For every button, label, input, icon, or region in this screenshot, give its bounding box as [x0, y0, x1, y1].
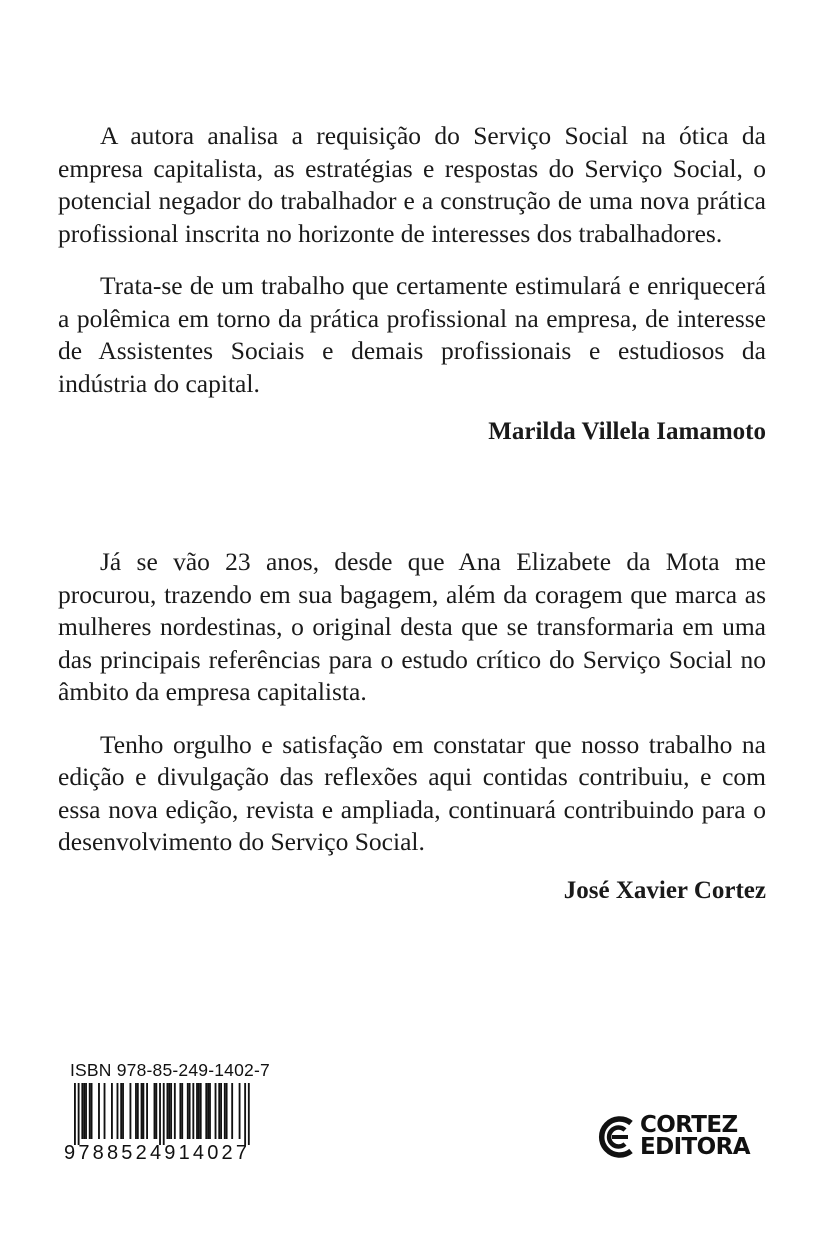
- barcode-bar: [224, 1083, 226, 1139]
- barcode-bar: [135, 1083, 137, 1139]
- barcode-bar: [159, 1083, 161, 1145]
- isbn-digits: 9788524914027: [64, 1142, 251, 1164]
- review-paragraph-2: Trata-se de um trabalho que certamente estimulará e enriquecerá a polêmica em torno da prática profissional na empresa, de interesse de Assistentes Sociais e demais profissionais e estudiosos da indústria do capital.: [58, 271, 766, 398]
- barcode-bar: [220, 1083, 222, 1139]
- barcode-icon: [62, 1083, 258, 1147]
- barcode-bar: [239, 1083, 241, 1139]
- barcode-bar: [155, 1083, 157, 1139]
- barcode-bar: [91, 1083, 93, 1139]
- barcode-bar: [198, 1083, 200, 1139]
- barcode-bar: [146, 1083, 148, 1139]
- review-paragraph-1: A autora analisa a requisição do Serviço Social na ótica da empresa capitalista, as estratégias e respostas do Serviço Social, o potencial negador do trabalhador e a construção de uma nova prática profissional inscrita no horizonte de interesses dos trabalhadores.: [58, 121, 766, 248]
- barcode-bar: [98, 1083, 100, 1139]
- barcode-bar: [196, 1083, 198, 1139]
- barcode-bar: [207, 1083, 209, 1139]
- barcode-bar: [85, 1083, 87, 1139]
- barcode-bar: [141, 1083, 143, 1139]
- publisher-name-line1: CORTEZ: [640, 1112, 738, 1138]
- barcode-bar: [192, 1083, 194, 1139]
- review-paragraph-2: Tenho orgulho e satisfação em constatar que nosso trabalho na edição e divulgação das reflexões aqui contidas contribuiu, e com essa nova edição, revista e ampliada, continuará contribuindo para o desenvolvimento do Serviço Social.: [58, 729, 766, 856]
- barcode-bar: [120, 1083, 122, 1139]
- barcode-bar: [179, 1083, 181, 1139]
- barcode-bar: [83, 1083, 85, 1139]
- publisher-name-line2: EDITORA: [640, 1134, 750, 1160]
- barcode-bar: [142, 1083, 144, 1139]
- barcode-bar: [226, 1083, 228, 1139]
- barcode-bar: [111, 1083, 113, 1139]
- barcode-bar: [74, 1083, 76, 1145]
- barcode-bar: [248, 1083, 250, 1145]
- publisher-logo: [598, 1112, 758, 1164]
- barcode-bar: [168, 1083, 170, 1139]
- barcode-bar: [81, 1083, 83, 1139]
- barcode-bar: [181, 1083, 183, 1139]
- barcode-bar: [209, 1083, 211, 1139]
- barcode-bar: [174, 1083, 176, 1139]
- isbn-label: ISBN 978-85-249-1402-7: [70, 1060, 270, 1080]
- barcode-bar: [231, 1083, 233, 1139]
- cortez-logo-icon: [598, 1114, 638, 1160]
- barcode-bar: [104, 1083, 106, 1139]
- barcode-bar: [187, 1083, 189, 1139]
- barcode-bar: [130, 1083, 132, 1139]
- review-paragraph-1: Já se vão 23 anos, desde que Ana Elizabete da Mota me procurou, trazendo em sua bagagem, além da coragem que marca as mulheres nordestinas, o original desta que se transformaria em uma das principais referências para o estudo crítico do Serviço Social no âmbito da empresa capitalista.: [58, 547, 766, 706]
- barcode-bar: [170, 1083, 172, 1139]
- isbn-barcode-block: [62, 1060, 270, 1168]
- barcode-bar: [215, 1083, 217, 1139]
- barcode-bar: [218, 1083, 220, 1139]
- barcode-bar: [244, 1083, 246, 1145]
- barcode-bar: [117, 1083, 119, 1139]
- barcode-bar: [78, 1083, 80, 1145]
- barcode-bar: [89, 1083, 91, 1139]
- review-section-iamamoto: [58, 120, 766, 446]
- barcode-bar: [154, 1083, 156, 1139]
- barcode-bar: [163, 1083, 165, 1145]
- barcode-bar: [200, 1083, 202, 1139]
- review-section-cortez: [58, 546, 766, 905]
- barcode-bar: [122, 1083, 124, 1139]
- barcode-bar: [205, 1083, 207, 1139]
- barcode-bar: [167, 1083, 169, 1139]
- barcode-bar: [137, 1083, 139, 1139]
- review-signature: José Xavier Cortez: [563, 876, 766, 904]
- review-signature: Marilda Villela Iamamoto: [488, 418, 766, 445]
- barcode-bar: [189, 1083, 191, 1139]
